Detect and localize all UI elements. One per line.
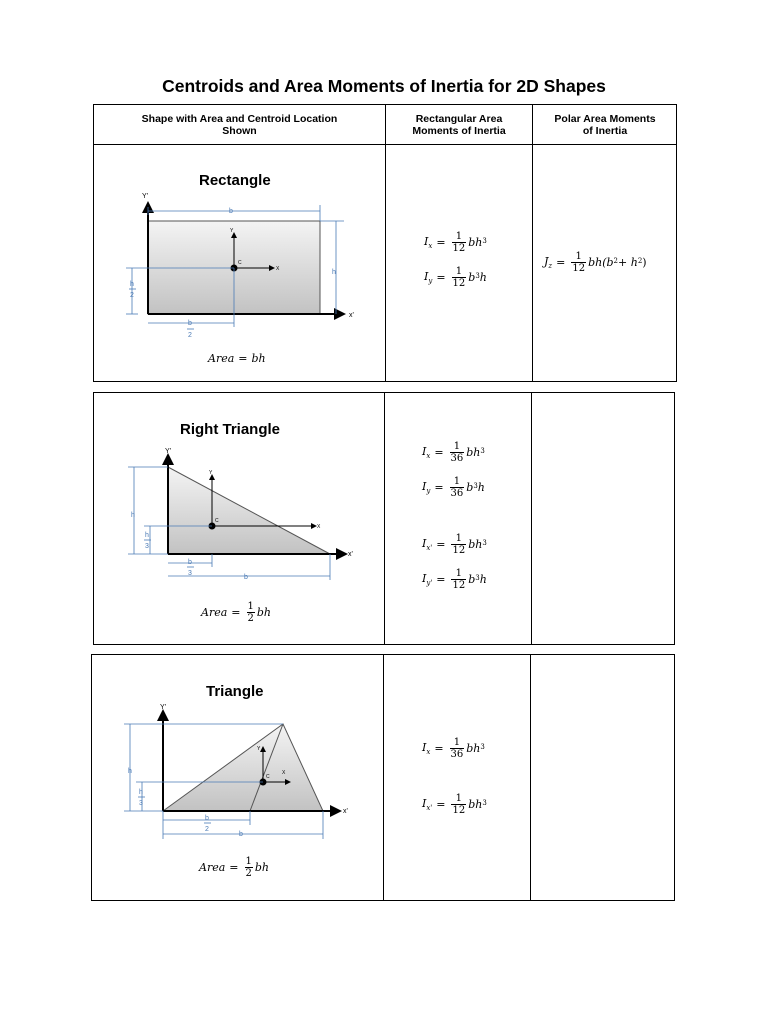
header-polar-moments: Polar Area Moments of Inertia xyxy=(554,113,656,137)
right-triangle-title: Right Triangle xyxy=(180,421,281,438)
svg-text:Y: Y xyxy=(209,470,213,476)
triangle-title: Triangle xyxy=(206,683,264,700)
triangle-ixprime: $I_{x'}$ = $\frac{1}{12}$ bh $^3$ xyxy=(422,793,487,816)
svg-text:3: 3 xyxy=(139,800,143,807)
triangle-shape xyxy=(163,724,323,811)
svg-text:2: 2 xyxy=(130,292,134,299)
svg-text:C: C xyxy=(266,774,270,780)
svg-text:h: h xyxy=(128,768,132,775)
svg-text:2: 2 xyxy=(205,826,209,833)
rect-xprime-label: x' xyxy=(349,312,354,319)
svg-text:C: C xyxy=(238,260,242,266)
right-triangle-iyprime: $I_{y'}$ = $\frac{1}{12}$ b $^3$ h xyxy=(422,568,487,591)
rectangle-area: Area = bh xyxy=(208,352,266,365)
rectangle-iy: $I_y$ = $\frac{1}{12}$ b $^3$ h xyxy=(424,266,487,289)
svg-text:C: C xyxy=(215,518,219,524)
svg-text:b: b xyxy=(229,208,233,215)
svg-text:x': x' xyxy=(348,551,353,558)
svg-text:h: h xyxy=(139,789,143,796)
svg-text:h: h xyxy=(130,281,134,288)
svg-text:b: b xyxy=(239,831,243,838)
right-triangle-ixprime: $I_{x'}$ = $\frac{1}{12}$ bh $^3$ xyxy=(422,533,487,556)
svg-text:h: h xyxy=(145,532,149,539)
right-triangle-ix: $I_x$ = $\frac{1}{36}$ bh $^3$ xyxy=(422,441,485,464)
rectangle-jz: $J_z$ = $\frac{1}{12}$ bh(b $^2$ + h $^2$ ) xyxy=(544,251,647,274)
svg-text:Y: Y xyxy=(257,746,261,752)
svg-text:b: b xyxy=(188,320,192,327)
right-triangle-iy: $I_y$ = $\frac{1}{36}$ b $^3$ h xyxy=(422,476,485,499)
rect-yprime-label: Y' xyxy=(142,193,149,200)
svg-text:X: X xyxy=(282,770,286,776)
svg-text:X: X xyxy=(317,524,321,530)
svg-text:Y': Y' xyxy=(165,448,172,455)
triangle-table xyxy=(91,654,675,901)
svg-text:b: b xyxy=(188,559,192,566)
right-triangle-area: Area = $\frac{1}{2}$ bh xyxy=(201,601,272,624)
rectangle-diagram xyxy=(94,105,385,383)
rectangle-table xyxy=(93,104,677,382)
svg-text:X: X xyxy=(276,266,280,272)
svg-text:b: b xyxy=(205,815,209,822)
svg-text:3: 3 xyxy=(188,570,192,577)
svg-text:Y': Y' xyxy=(160,704,167,711)
right-triangle-shape xyxy=(168,467,330,554)
header-rectangular-moments: Rectangular Area Moments of Inertia xyxy=(412,113,506,137)
rectangle-title: Rectangle xyxy=(199,172,271,189)
right-triangle-table xyxy=(93,392,675,645)
svg-text:h: h xyxy=(332,269,336,276)
svg-text:2: 2 xyxy=(188,332,192,339)
triangle-area: Area = $\frac{1}{2}$ bh xyxy=(199,856,270,879)
rectangle-ix: $I_x$ = $\frac{1}{12}$ bh $^3$ xyxy=(424,231,487,254)
svg-text:3: 3 xyxy=(145,543,149,550)
page-title: Centroids and Area Moments of Inertia for 2D Shapes xyxy=(162,76,606,96)
svg-text:h: h xyxy=(131,512,135,519)
triangle-ix: $I_x$ = $\frac{1}{36}$ bh $^3$ xyxy=(422,737,485,760)
svg-text:x': x' xyxy=(343,808,348,815)
svg-text:b: b xyxy=(244,574,248,581)
header-shape: Shape with Area and Centroid Location Shown xyxy=(141,113,338,137)
svg-text:Y: Y xyxy=(230,228,234,234)
